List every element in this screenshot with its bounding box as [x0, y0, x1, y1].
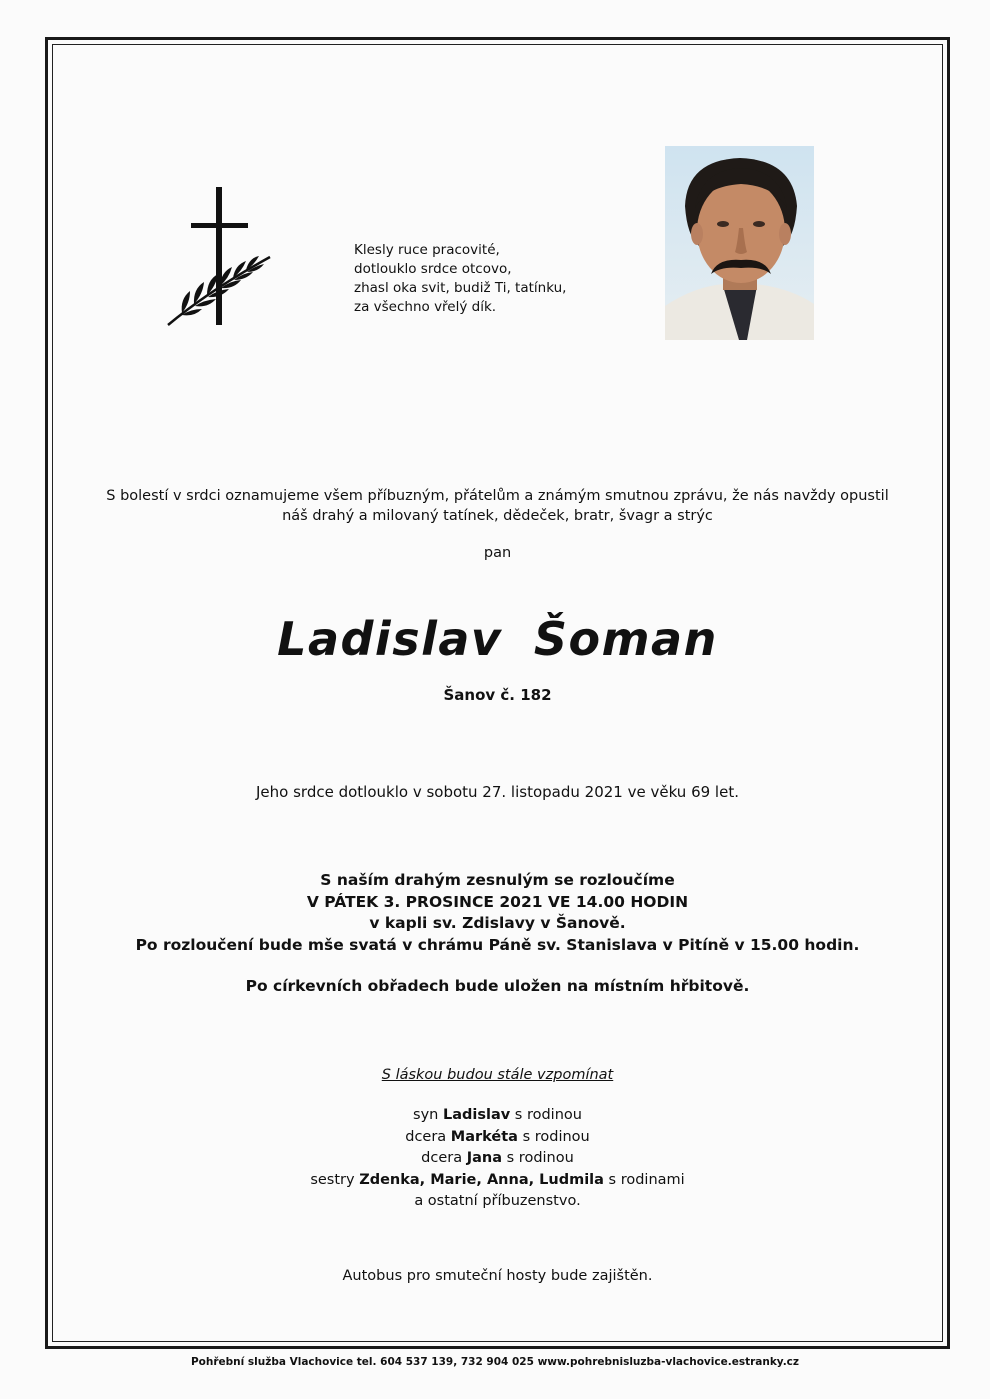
deceased-title: pan	[483, 545, 512, 561]
burial-info: Po církevních obřadech bude uložen na místním hřbitově.	[245, 977, 750, 995]
mourner-row: dcera Jana s rodinou	[421, 1150, 574, 1166]
poem-line: zhasl oka svit, budiž Ti, tatínku,	[354, 280, 567, 296]
ceremony-place: v kapli sv. Zdislavy v Šanově.	[369, 914, 626, 932]
portrait-photo	[665, 146, 814, 340]
bus-note: Autobus pro smuteční hosty bude zajištěn.	[342, 1268, 653, 1284]
announcement-intro	[52, 486, 943, 526]
mourners-closing: a ostatní příbuzenstvo.	[414, 1193, 581, 1209]
poem-line: Klesly ruce pracovité,	[354, 242, 500, 258]
intro-line-1: S bolestí v srdci oznamujeme všem příbuzným, přátelům a známým smutnou zprávu, že nás navždy opustil	[106, 488, 889, 504]
deceased-address: Šanov č. 182	[443, 686, 552, 704]
mourner-row: sestry Zdenka, Marie, Anna, Ludmila s rodinami	[310, 1171, 685, 1188]
mourner-row: syn Ladislav s rodinou	[413, 1107, 582, 1123]
intro-line-2: náš drahý a milovaný tatínek, dědeček, bratr, švagr a strýc	[282, 508, 713, 524]
mourners-list	[52, 1105, 943, 1213]
funeral-service-footer: Pohřební služba Vlachovice tel. 604 537 139, 732 904 025 www.pohrebnisluzba-vlachovice.estranky.cz	[190, 1356, 800, 1368]
ceremony-line-1: S naším drahým zesnulým se rozloučíme	[320, 871, 675, 889]
poem	[354, 241, 566, 317]
mourner-row: dcera Markéta s rodinou	[405, 1128, 590, 1145]
ceremony-info	[52, 870, 943, 956]
death-info: Jeho srdce dotlouklo v sobotu 27. listopadu 2021 ve věku 69 let.	[256, 783, 739, 801]
mourners-heading: S láskou budou stále vzpomínat	[381, 1067, 614, 1083]
mass-info: Po rozloučení bude mše svatá v chrámu Páně sv. Stanislava v Pitíně v 15.00 hodin.	[135, 935, 860, 954]
poem-line: za všechno vřelý dík.	[354, 299, 497, 315]
poem-line: dotlouklo srdce otcovo,	[354, 261, 512, 277]
ceremony-date: V PÁTEK 3. PROSINCE 2021 VE 14.00 HODIN	[306, 892, 689, 911]
deceased-name: Ladislav Šoman	[277, 612, 718, 666]
cross-with-palm-icon	[160, 185, 280, 335]
